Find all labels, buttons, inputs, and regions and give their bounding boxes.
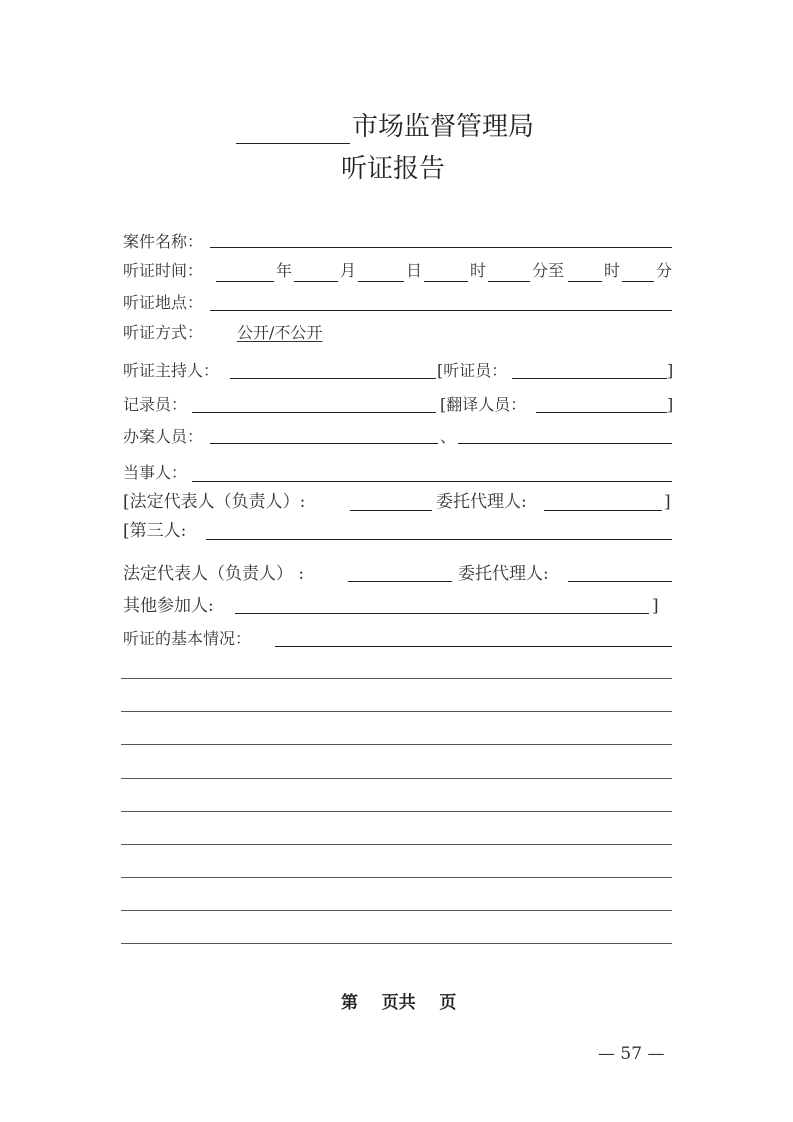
bracket-close: ] [664,492,671,512]
presider-label: 听证主持人： [123,361,220,380]
page-number: — 57 — [598,1044,665,1064]
document-title: 听证报告 [341,154,446,184]
hearing-time-label: 听证时间： [123,261,204,280]
translator-label: [翻译人员： [440,395,527,414]
hour-label: 时 [470,261,487,280]
agency-title [236,110,534,144]
month-label: 月 [340,261,357,280]
basic-situation-line[interactable] [275,646,672,647]
writing-line[interactable] [121,910,672,911]
writing-line[interactable] [121,678,672,679]
third-party-field[interactable] [206,539,672,540]
hearing-officer-label: [听证员： [437,361,508,380]
end-hour-field[interactable] [568,281,602,282]
end-minute-label: 分 [656,261,673,280]
third-party-agent-label: 委托代理人: [458,564,549,584]
agency-suffix: 市场监督管理局 [352,112,535,142]
writing-line[interactable] [121,744,672,745]
year-field[interactable] [216,281,274,282]
bracket-close: ] [667,361,674,380]
minute-field[interactable] [488,281,530,282]
recorder-field[interactable] [192,412,436,413]
agent-field[interactable] [544,510,662,511]
end-minute-field[interactable] [622,281,654,282]
writing-line[interactable] [121,877,672,878]
hour-field[interactable] [424,281,468,282]
writing-line[interactable] [121,943,672,944]
party-field[interactable] [192,481,672,482]
hearing-mode-label: 听证方式： [123,323,204,342]
minute-to-label: 分至 [532,261,565,280]
writing-line[interactable] [121,844,672,845]
handler-separator: 、 [440,427,457,446]
legal-rep-field[interactable] [350,510,432,511]
writing-line[interactable] [121,811,672,812]
presider-field[interactable] [230,378,436,379]
third-party-legal-rep-field[interactable] [348,581,452,582]
day-label: 日 [406,261,423,280]
recorder-label: 记录员： [123,395,188,414]
third-party-agent-field[interactable] [568,581,672,582]
hearing-place-field[interactable] [210,310,672,311]
third-party-label: [第三人: [123,521,187,541]
case-name-field[interactable] [210,247,672,248]
translator-field[interactable] [536,412,667,413]
other-participants-field[interactable] [235,613,649,614]
legal-rep-label: [法定代表人（负责人）: [123,492,306,512]
page-count-label: 第 页共 页 [341,993,457,1013]
hearing-officer-field[interactable] [512,378,667,379]
bracket-close: ] [652,596,659,616]
day-field[interactable] [358,281,404,282]
other-participants-label: 其他参加人: [123,596,214,616]
third-party-legal-rep-label: 法定代表人（负责人） : [123,564,305,584]
month-field[interactable] [294,281,338,282]
hearing-mode-options[interactable]: 公开/不公开 [237,323,323,342]
case-name-label: 案件名称： [123,232,204,251]
hearing-place-label: 听证地点： [123,293,204,312]
agent-label: 委托代理人: [436,492,527,512]
writing-line[interactable] [121,778,672,779]
end-hour-label: 时 [604,261,621,280]
case-handler-2-field[interactable] [458,443,672,444]
case-handler-1-field[interactable] [210,443,438,444]
case-handlers-label: 办案人员： [123,427,204,446]
agency-name-blank[interactable] [236,117,350,144]
party-label: 当事人： [123,463,188,482]
year-label: 年 [276,261,293,280]
writing-line[interactable] [121,711,672,712]
bracket-close: ] [667,395,674,414]
basic-situation-label: 听证的基本情况： [123,629,252,648]
